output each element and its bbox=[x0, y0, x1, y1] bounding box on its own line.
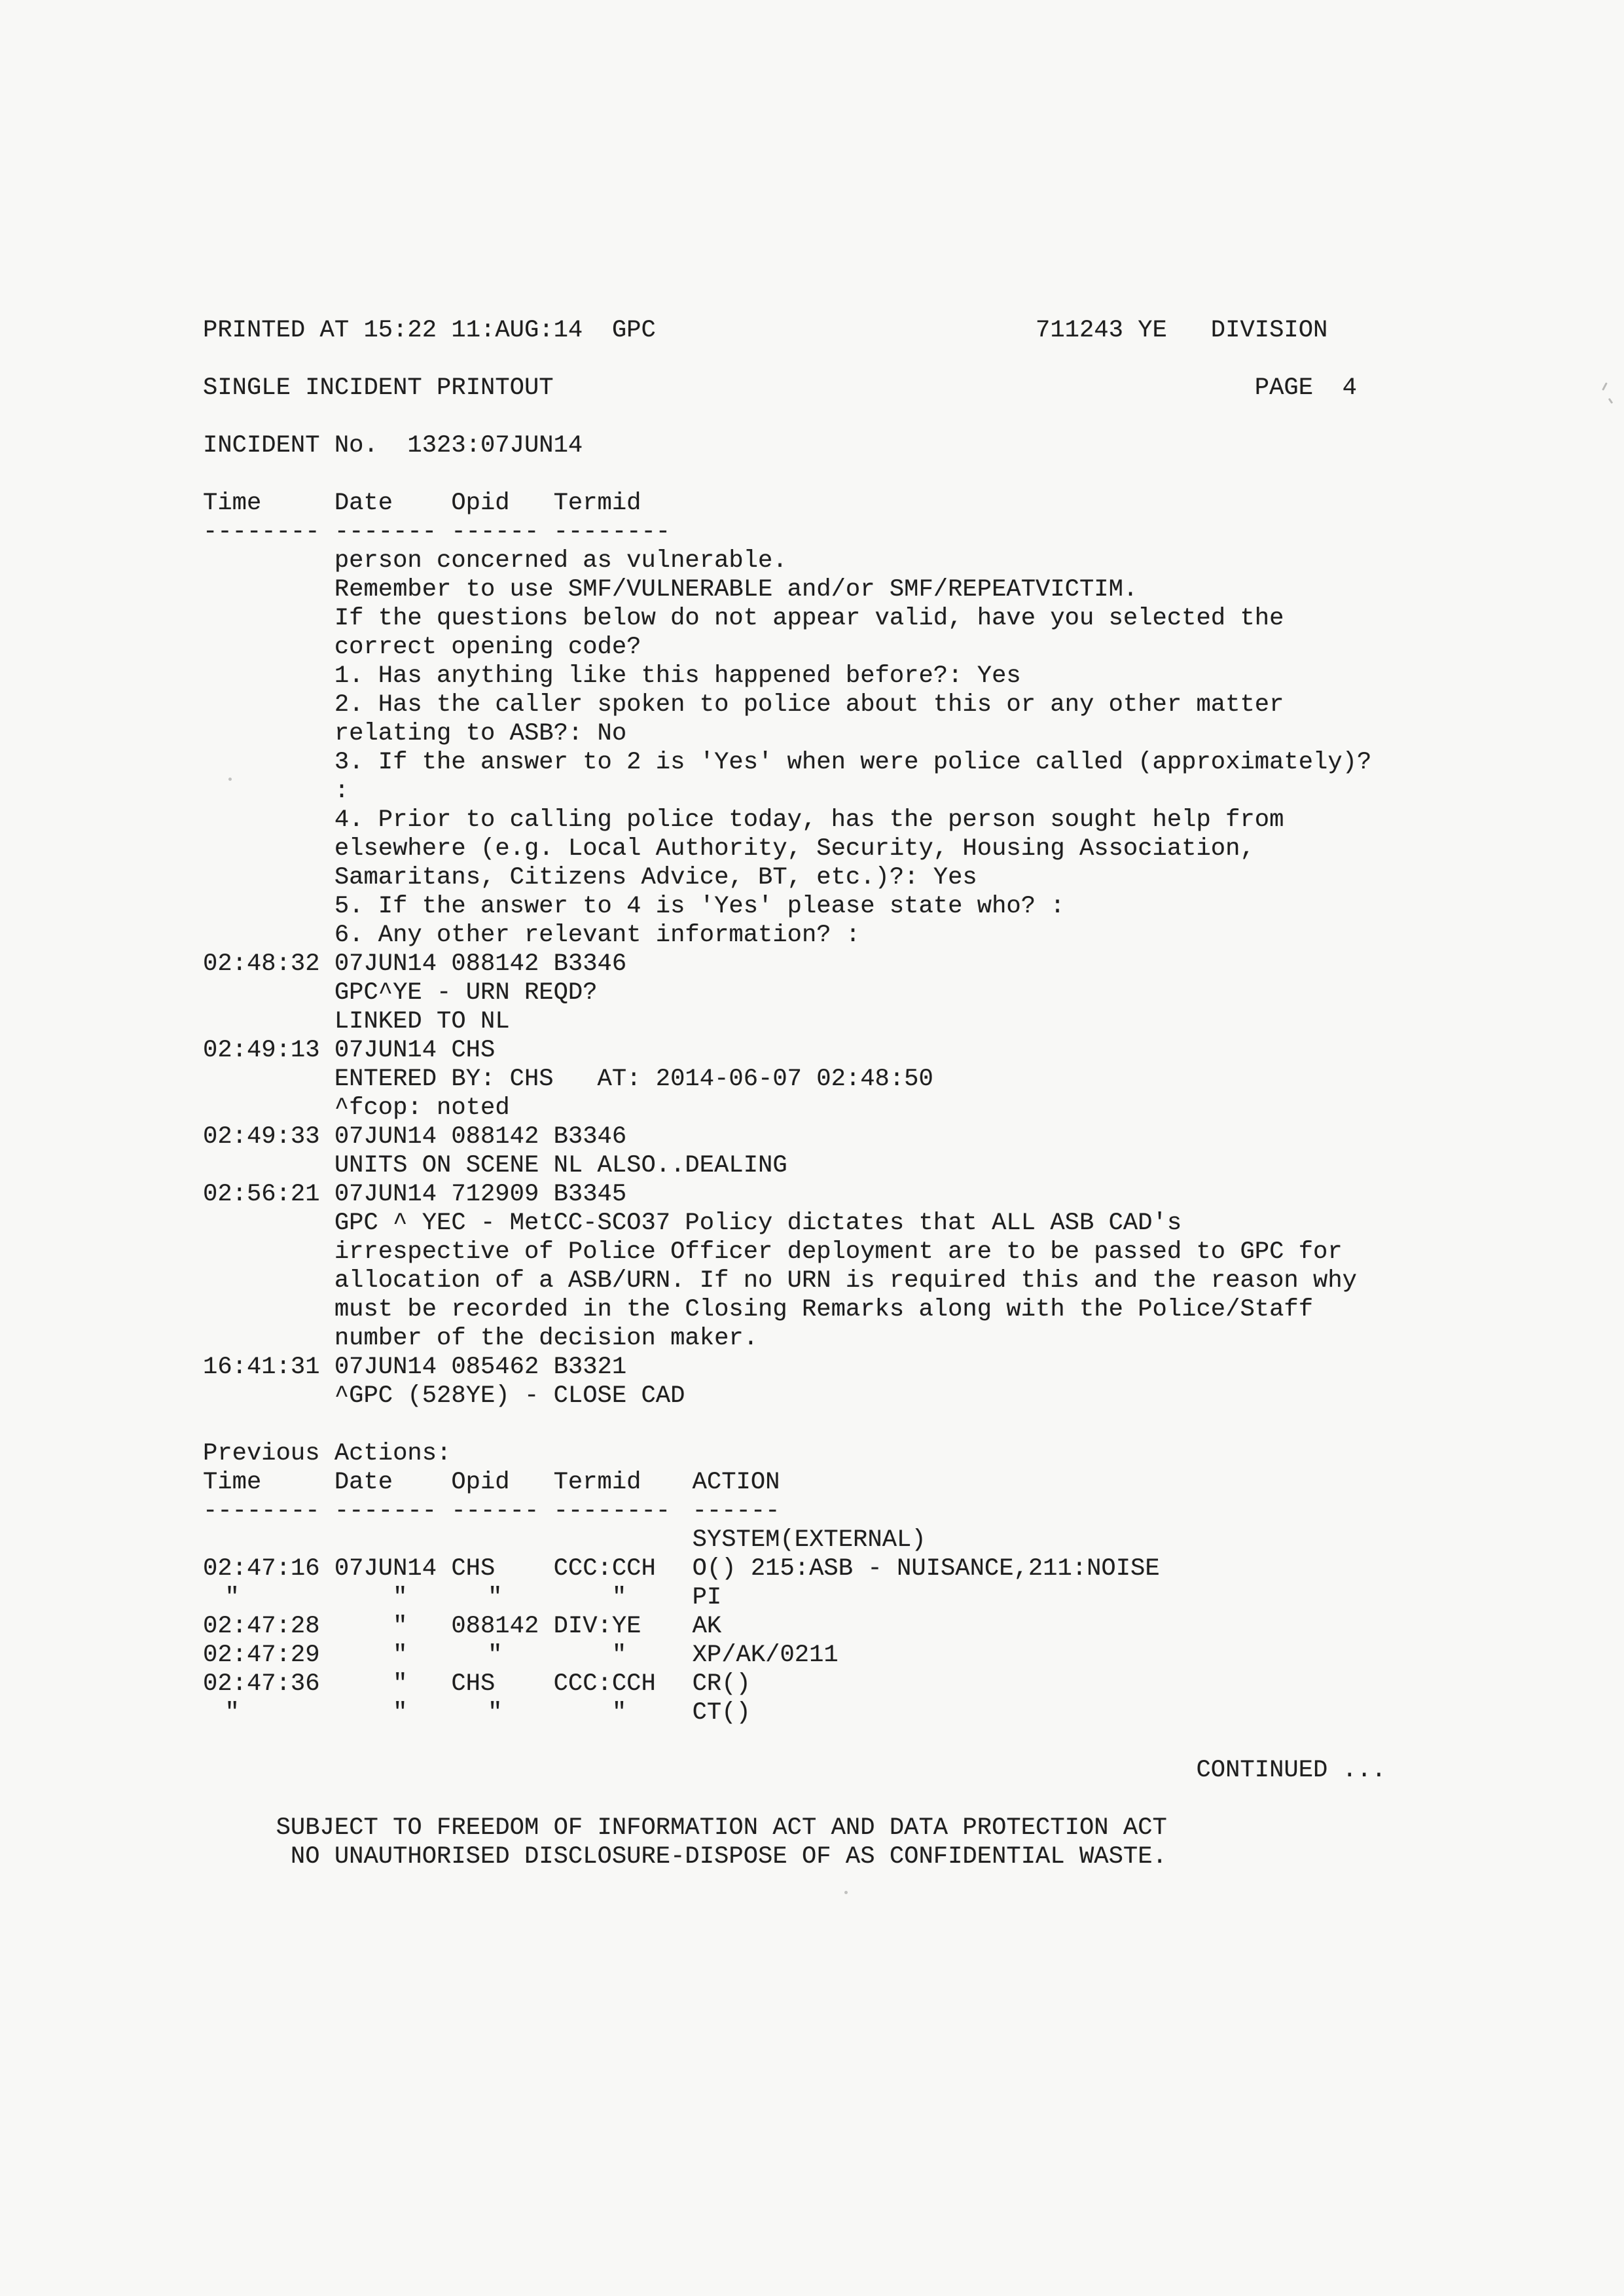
continued-text: CONTINUED ... bbox=[1196, 1757, 1386, 1784]
underline-termid: -------- bbox=[553, 518, 671, 546]
log-message-text: 1. Has anything like this happened before?: Yes bbox=[334, 662, 1021, 690]
incident-log-entries bbox=[203, 547, 1551, 1410]
foi-notice-line bbox=[203, 1814, 1551, 1842]
action-action: PI bbox=[692, 1584, 722, 1611]
log-entry-header bbox=[203, 1353, 1551, 1382]
log-message-text: Samaritans, Citizens Advice, BT, etc.)?: Yes bbox=[334, 864, 977, 891]
log-message-text: 6. Any other relevant information? : bbox=[334, 922, 861, 949]
entry-opid: 085462 bbox=[451, 1354, 539, 1381]
action-date: " bbox=[393, 1613, 408, 1640]
action-date: " bbox=[393, 1641, 408, 1669]
entry-termid: B3321 bbox=[553, 1354, 627, 1381]
entry-time: 02:49:13 bbox=[203, 1037, 320, 1064]
action-action: CT() bbox=[692, 1699, 751, 1727]
col-header-date: Date bbox=[334, 490, 393, 517]
actions-column-underline bbox=[203, 1497, 1551, 1526]
entry-date: 07JUN14 bbox=[334, 1123, 437, 1151]
action-opid: 088142 bbox=[451, 1613, 539, 1640]
action-row bbox=[203, 1583, 1551, 1612]
previous-actions-title-line bbox=[203, 1439, 1551, 1468]
log-message-line bbox=[203, 1007, 1551, 1036]
col-header-time: Time bbox=[203, 490, 262, 517]
log-message-line bbox=[203, 1382, 1551, 1410]
action-time: 02:47:16 bbox=[203, 1555, 320, 1583]
log-column-underline bbox=[203, 518, 1551, 547]
entry-termid: B3346 bbox=[553, 1123, 627, 1151]
log-message-text: GPC^YE - URN REQD? bbox=[334, 979, 598, 1007]
action-date: " bbox=[393, 1699, 408, 1727]
action-action: SYSTEM(EXTERNAL) bbox=[692, 1526, 926, 1554]
entry-time: 02:48:32 bbox=[203, 950, 320, 978]
action-date: " bbox=[393, 1584, 408, 1611]
col-header-date: Date bbox=[334, 1469, 393, 1496]
printout-body bbox=[203, 316, 1551, 1871]
previous-actions-title: Previous Actions: bbox=[203, 1440, 452, 1467]
entry-time: 16:41:31 bbox=[203, 1354, 320, 1381]
entry-termid: B3345 bbox=[553, 1181, 627, 1208]
log-message-text: Remember to use SMF/VULNERABLE and/or SMF/REPEATVICTIM. bbox=[334, 576, 1138, 603]
log-message-line bbox=[203, 748, 1551, 777]
log-message-line bbox=[203, 662, 1551, 691]
log-column-headers bbox=[203, 489, 1551, 518]
log-message-text: allocation of a ASB/URN. If no URN is required this and the reason why bbox=[334, 1267, 1357, 1295]
log-message-line bbox=[203, 691, 1551, 719]
print-header-line bbox=[203, 316, 1551, 345]
log-message-text: number of the decision maker. bbox=[334, 1325, 759, 1352]
disposal-notice-text: NO UNAUTHORISED DISCLOSURE-DISPOSE OF AS CONFIDENTIAL WASTE. bbox=[290, 1843, 1167, 1871]
action-time: 02:47:36 bbox=[203, 1670, 320, 1698]
action-termid: " bbox=[611, 1699, 627, 1727]
action-row bbox=[203, 1526, 1551, 1554]
log-message-line bbox=[203, 892, 1551, 921]
log-message-line bbox=[203, 719, 1551, 748]
log-message-line bbox=[203, 806, 1551, 834]
incident-number: INCIDENT No. 1323:07JUN14 bbox=[203, 432, 583, 459]
col-header-opid: Opid bbox=[451, 490, 510, 517]
entry-date: 07JUN14 bbox=[334, 1181, 437, 1208]
scan-speck bbox=[844, 1891, 848, 1894]
underline-date: ------- bbox=[334, 1498, 437, 1525]
action-time: " bbox=[225, 1584, 240, 1611]
log-message-line bbox=[203, 863, 1551, 892]
action-row bbox=[203, 1612, 1551, 1641]
entry-termid: B3346 bbox=[553, 950, 627, 978]
log-message-line bbox=[203, 777, 1551, 806]
log-message-text: GPC ^ YEC - MetCC-SCO37 Policy dictates that ALL ASB CAD's bbox=[334, 1210, 1182, 1237]
blank-line bbox=[203, 345, 1551, 374]
blank-line bbox=[203, 1410, 1551, 1439]
entry-time: 02:49:33 bbox=[203, 1123, 320, 1151]
action-termid: DIV:YE bbox=[553, 1613, 641, 1640]
col-header-action: ACTION bbox=[692, 1469, 780, 1496]
log-message-text: correct opening code? bbox=[334, 634, 641, 661]
foi-notice-text: SUBJECT TO FREEDOM OF INFORMATION ACT AND DATA PROTECTION ACT bbox=[276, 1814, 1167, 1842]
col-header-time: Time bbox=[203, 1469, 262, 1496]
action-row bbox=[203, 1698, 1551, 1727]
col-header-termid: Termid bbox=[553, 1469, 641, 1496]
log-message-text: 4. Prior to calling police today, has the person sought help from bbox=[334, 806, 1284, 834]
log-message-line bbox=[203, 1094, 1551, 1122]
log-message-text: ENTERED BY: CHS AT: 2014-06-07 02:48:50 bbox=[334, 1066, 933, 1093]
action-row bbox=[203, 1554, 1551, 1583]
entry-opid: 088142 bbox=[451, 1123, 539, 1151]
underline-time: -------- bbox=[203, 1498, 320, 1525]
log-message-text: relating to ASB?: No bbox=[334, 720, 627, 747]
action-opid: " bbox=[488, 1641, 503, 1669]
log-message-line bbox=[203, 575, 1551, 604]
log-entry-header bbox=[203, 950, 1551, 978]
underline-date: ------- bbox=[334, 518, 437, 546]
log-message-line bbox=[203, 633, 1551, 662]
blank-line bbox=[203, 1727, 1551, 1756]
continued-line bbox=[203, 1756, 1551, 1785]
log-message-text: 5. If the answer to 4 is 'Yes' please state who? : bbox=[334, 893, 1065, 920]
report-title: SINGLE INCIDENT PRINTOUT bbox=[203, 374, 554, 402]
division-reference: 711243 YE DIVISION bbox=[1036, 317, 1328, 344]
action-time: 02:47:29 bbox=[203, 1641, 320, 1669]
blank-line bbox=[203, 460, 1551, 489]
action-termid: CCC:CCH bbox=[553, 1670, 656, 1698]
log-entry-header bbox=[203, 1036, 1551, 1065]
underline-time: -------- bbox=[203, 518, 320, 546]
scan-speck bbox=[228, 778, 232, 781]
action-opid: " bbox=[488, 1699, 503, 1727]
action-termid: " bbox=[611, 1641, 627, 1669]
log-message-text: person concerned as vulnerable. bbox=[334, 547, 787, 575]
log-message-line bbox=[203, 978, 1551, 1007]
action-action: XP/AK/0211 bbox=[692, 1641, 839, 1669]
underline-termid: -------- bbox=[553, 1498, 671, 1525]
entry-date: 07JUN14 bbox=[334, 1037, 437, 1064]
previous-actions-rows bbox=[203, 1526, 1551, 1727]
log-message-line bbox=[203, 1238, 1551, 1266]
blank-line bbox=[203, 1785, 1551, 1814]
log-message-line bbox=[203, 921, 1551, 950]
col-header-opid: Opid bbox=[451, 1469, 510, 1496]
log-message-text: LINKED TO NL bbox=[334, 1008, 510, 1035]
report-title-line bbox=[203, 374, 1551, 403]
log-message-line bbox=[203, 1266, 1551, 1295]
log-message-line bbox=[203, 1151, 1551, 1180]
log-message-line bbox=[203, 547, 1551, 575]
log-message-text: irrespective of Police Officer deployment are to be passed to GPC for bbox=[334, 1238, 1343, 1266]
incident-number-line bbox=[203, 431, 1551, 460]
log-message-text: must be recorded in the Closing Remarks along with the Police/Staff bbox=[334, 1296, 1314, 1323]
blank-line bbox=[203, 403, 1551, 431]
log-message-text: 2. Has the caller spoken to police about this or any other matter bbox=[334, 691, 1284, 719]
entry-opid: 712909 bbox=[451, 1181, 539, 1208]
log-entry-header bbox=[203, 1122, 1551, 1151]
action-action: AK bbox=[692, 1613, 722, 1640]
scan-artifact bbox=[1602, 382, 1608, 391]
actions-column-headers bbox=[203, 1468, 1551, 1497]
log-message-line bbox=[203, 1209, 1551, 1238]
underline-action: ------ bbox=[692, 1498, 780, 1525]
log-message-line bbox=[203, 1324, 1551, 1353]
action-opid: CHS bbox=[451, 1670, 496, 1698]
action-opid: " bbox=[488, 1584, 503, 1611]
log-message-text: ^fcop: noted bbox=[334, 1094, 510, 1122]
action-time: " bbox=[225, 1699, 240, 1727]
printed-at-text: PRINTED AT 15:22 11:AUG:14 GPC bbox=[203, 317, 656, 344]
col-header-termid: Termid bbox=[553, 490, 641, 517]
log-message-line bbox=[203, 1065, 1551, 1094]
log-message-text: elsewhere (e.g. Local Authority, Security, Housing Association, bbox=[334, 835, 1255, 863]
log-message-text: If the questions below do not appear valid, have you selected the bbox=[334, 605, 1284, 632]
log-message-text: : bbox=[334, 778, 350, 805]
log-message-text: ^GPC (528YE) - CLOSE CAD bbox=[334, 1382, 685, 1410]
action-row bbox=[203, 1641, 1551, 1670]
entry-opid: 088142 bbox=[451, 950, 539, 978]
action-row bbox=[203, 1670, 1551, 1698]
action-opid: CHS bbox=[451, 1555, 496, 1583]
underline-opid: ------ bbox=[451, 518, 539, 546]
underline-opid: ------ bbox=[451, 1498, 539, 1525]
entry-date: 07JUN14 bbox=[334, 950, 437, 978]
log-message-line bbox=[203, 604, 1551, 633]
log-entry-header bbox=[203, 1180, 1551, 1209]
log-message-line bbox=[203, 1295, 1551, 1324]
action-action: CR() bbox=[692, 1670, 751, 1698]
entry-opid: CHS bbox=[451, 1037, 496, 1064]
scan-artifact bbox=[1608, 398, 1614, 404]
action-date: " bbox=[393, 1670, 408, 1698]
action-time: 02:47:28 bbox=[203, 1613, 320, 1640]
page-number: PAGE 4 bbox=[1254, 374, 1357, 402]
log-message-line bbox=[203, 834, 1551, 863]
entry-time: 02:56:21 bbox=[203, 1181, 320, 1208]
action-action: O() 215:ASB - NUISANCE,211:NOISE bbox=[692, 1555, 1160, 1583]
action-termid: CCC:CCH bbox=[553, 1555, 656, 1583]
action-date: 07JUN14 bbox=[334, 1555, 437, 1583]
log-message-text: UNITS ON SCENE NL ALSO..DEALING bbox=[334, 1152, 787, 1179]
disposal-notice-line bbox=[203, 1842, 1551, 1871]
log-message-text: 3. If the answer to 2 is 'Yes' when were police called (approximately)? bbox=[334, 749, 1372, 776]
action-termid: " bbox=[611, 1584, 627, 1611]
entry-date: 07JUN14 bbox=[334, 1354, 437, 1381]
